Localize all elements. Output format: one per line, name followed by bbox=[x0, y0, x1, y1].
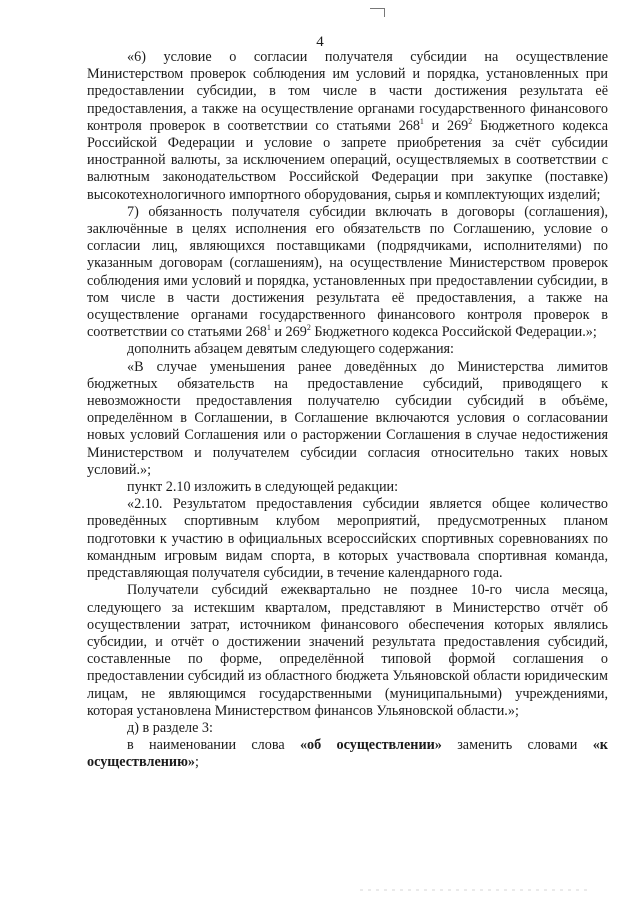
scan-artifact bbox=[360, 887, 590, 893]
paragraph-add-ninth: дополнить абзацем девятым следующего содержания: bbox=[127, 341, 455, 358]
paragraph-point-2-10: «2.10. Результатом предоставления субсидии является общее количество проведённых спортивным клубом мероприятий, предусмотренных планом подготовки к участию в официальных всероссийских спортивных соревнованиях по командным игровым видам спорта, в которых участвовала спортивная команда, представляющая получателя субсидии, в течение календарного года. bbox=[87, 496, 608, 582]
paragraph-section-3: д) в разделе 3: bbox=[127, 719, 213, 736]
paragraph-item-7: 7) обязанность получателя субсидии включать в договоры (соглашения), заключённые в целях исполнения его обязательств по Соглашению, условие о согласии лиц, являющихся поставщиками (подрядчиками, исполнителями) по указанным договорам (соглашениям), на осуществление Министерством проверок соблюдения ими условий и порядка, установленных при предоставлении субсидии, в том числе в части достижения результата её предоставления, а также на осуществление органами государственного финансового контроля проверок в соответствии со статьями $268^1$ и $269^2$ Бюджетного кодекса Российской Федерации.»; bbox=[87, 203, 608, 341]
document-body bbox=[87, 49, 608, 772]
paragraph-limits-reduction: «В случае уменьшения ранее доведённых до Министерства лимитов бюджетных обязательств на предоставление субсидий, приводящего к невозможности предоставления получателю субсидии субсидий в объёме, определённом в Соглашении, в Соглашение включаются условия о согласовании новых условий Соглашения или о расторжении Соглашения в случае недостижения Министерством и получателем субсидии согласия относительно таких новых условий.»; bbox=[87, 358, 608, 478]
corner-mark bbox=[370, 8, 385, 17]
page-number: 4 bbox=[316, 34, 324, 50]
paragraph-point-2-10-intro: пункт 2.10 изложить в следующей редакции: bbox=[127, 479, 399, 496]
paragraph-title-replacement: в наименовании слова «об осуществлении» заменить словами «к осуществлению»; bbox=[87, 737, 608, 771]
paragraph-item-6: «6) условие о согласии получателя субсидии на осуществление Министерством проверок соблюдения им условий и порядка, установленных при предоставлении субсидии, в том числе в части достижения результата её предоставления, а также на осуществление органами государственного финансового контроля проверок в соответствии со статьями $268^1$ и $269^2$ Бюджетного кодекса Российской Федерации и условие о запрете приобретения за счёт субсидии иностранной валюты, за исключением операций, осуществляемых в соответствии с валютным законодательством Российской Федерации при закупке (поставке) высокотехнологичного импортного оборудования, сырья и комплектующих изделий; bbox=[87, 49, 609, 203]
paragraph-reporting: Получатели субсидий ежеквартально не позднее 10-го числа месяца, следующего за истекшим кварталом, представляют в Министерство отчёт об осуществлении затрат, источником финансового обеспечения которых являлись субсидии, и отчёт о достижении значений результата предоставления субсидий, составленные по форме, определённой типовой формой соглашения о предоставлении субсидий из областного бюджета Ульяновской области юридическим лицам, не являющимся государственными (муниципальными) учреждениями, которая установлена Министерством финансов Ульяновской области.»; bbox=[87, 582, 608, 719]
